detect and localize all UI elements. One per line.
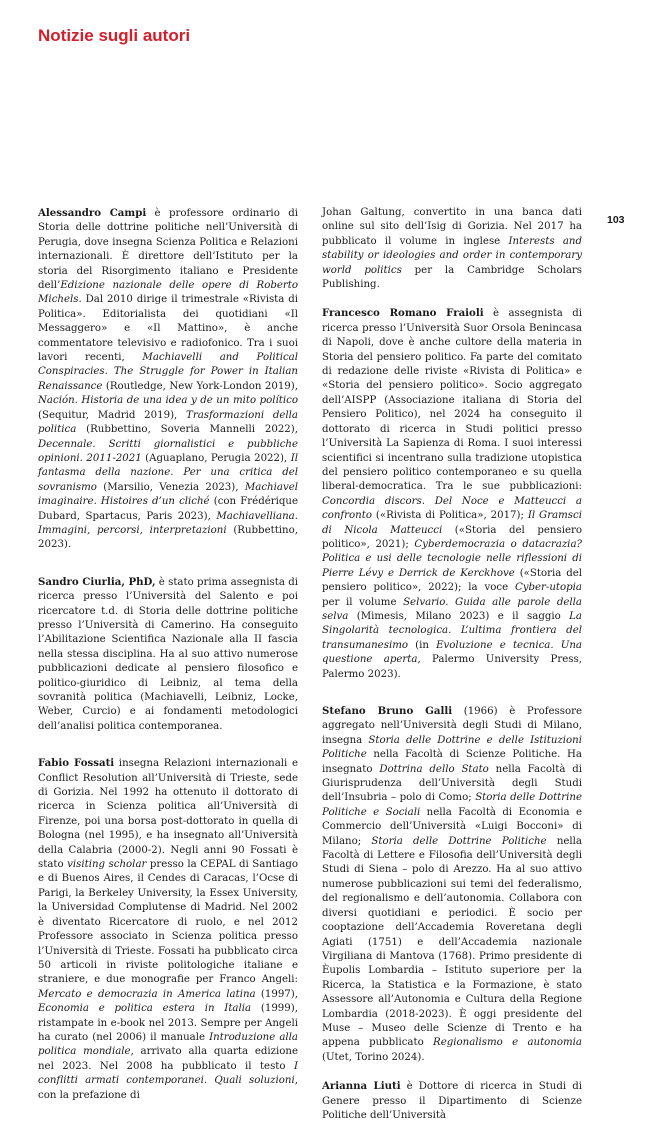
bio-text [322,308,582,679]
bio-text [322,207,582,290]
left-column [38,206,298,1117]
bio-segment: nella Facoltà di Scienze Politiche. Ha insegnato [322,749,582,775]
bio-segment: (Sequitur, Madrid 2019), [38,409,187,421]
italic-title: Cyber-utopia [514,582,582,594]
bio-segment: (1997), [255,988,298,1000]
bio-segment: , con la prefazione di [38,1075,298,1101]
bio-segment: («Storia del pensiero politico», 2021); [322,524,582,550]
bio-text [38,577,298,732]
bio-segment: nella Facoltà di Lettere e Filosofia dell’Università degli Studi di Siena – polo di Arezzo. Ha al suo attivo numerose pubblicazioni sui temi del federalismo, del regionalismo e dell’autonomia. Collabora con diversi quotidiani e periodici. È socio per cooptazione dell’Accademia Roveretana degli Agiati (1751) e dell’Accademia nazionale Virgiliana di Mantova (1768). Primo presidente di Èupolis Lombardia – Istituto superiore per la Ricerca, la Statistica e la Formazione, è stato Assessore all’Autonomia e Cultura della Regione Lombardia (2018-2023). È oggi presidente del Muse – Museo delle Scienze di Trento e ha appena pubblicato [322,835,582,1049]
bio-segment: («Rivista di Politica», 2017); [371,510,528,522]
italic-title: Storia delle Dottrine Politiche [371,835,547,847]
author-name: Alessandro Campi [38,207,147,219]
italic-title: Trasformazioni della politica [38,409,298,436]
italic-title: Storia delle Dottrine Politiche e Sociali [322,792,582,818]
bio-sandro-ciurlia [38,575,298,734]
bio-text [38,758,298,1100]
italic-title: Il Gramsci di Nicola Matteucci [322,510,582,536]
italic-title: Machiavelli and Political Conspiracies. The Struggle for Power in Italian Renaissance [38,352,298,392]
italic-title: Cyberdemocrazia o datacrazia? Politica e usi delle tecnologie nelle riflessioni di Pierre Lévy e Derrick de Kerckhove [322,538,582,579]
bio-segment: è professore ordinario di Storia delle dottrine politiche nell’Università di Perugia, dove insegna Scienza Politica e Relazioni internazionali. È direttore dell’Istituto per la storia del Risorgimento italiano e Presidente dell’ [38,208,298,292]
italic-title: Concordia discors. Del Noce e Matteucci a confronto [322,495,582,522]
bio-fabio-fossati [38,756,298,1103]
page-title: Notizie sugli autori [38,26,191,45]
bio-stefano-bruno-galli [322,704,582,1065]
bio-segment: (Rubbettino, 2023). [38,524,298,551]
bio-segment: (Aguaplano, Perugia 2022), [141,452,291,464]
bio-segment: (in [408,639,437,651]
right-column [322,206,582,1137]
italic-title: Edizione nazionale delle opere di Roberto Michels [38,280,298,306]
bio-segment: è assegnista di ricerca presso l’Università Suor Orsola Benincasa di Napoli, dove è anche cultore della materia in Storia del pensiero politico. Fa parte del comitato di redazione delle riviste «Rivista di Politica» e «Storia del pensiero politico». Socio aggregato dell’AISPP (Associazione italiana di Storia del Pensiero Politico), nel 2024 ha conseguito il dottorato di ricerca in Studi politici presso l’Università La Sapienza di Roma. I suoi interessi scientifici si incentrano sulla tradizione utopistica del pensiero politico contemporaneo e su quella liberal-democratica. Tra le sue pubblicazioni: [322,308,582,493]
italic-title: Evoluzione e tecnica. Una questione aperta [322,639,582,666]
bio-segment: nella Facoltà di Economia e Commercio dell’Università «Luigi Bocconi» di Milano; [322,806,582,847]
italic-title: Introduzione alla politica mondiale [38,1031,298,1058]
italic-title: I conflitti armati contemporanei. Quali soluzioni [38,1060,298,1087]
italic-title: La Singolarità tecnologica. L’ultima frontiera del transumanesimo [322,610,582,651]
bio-segment: è stato prima assegnista di ricerca presso l’Università del Salento e poi ricercatore t.d. di Storia delle dottrine politiche presso l’Università di Camerino. Ha conseguito l’Abilitazione Scientifica Nazionale alla II fascia nella stessa disciplina. Ha al suo attivo numerose pubblicazioni dedicate al pensiero filosofico e politico-giuridico di Leibniz, al tema della sovranità politica (Machiavelli, Leibniz, Locke, Weber, Curcio) e ai fondamenti metodologici dell’analisi politica contemporanea. [38,576,298,732]
bio-segment: , Palermo University Press, Palermo 2023). [322,654,582,680]
bio-fabio-fossati-continued [322,206,582,292]
italic-title: Economia e politica estera in Italia [38,1003,252,1015]
bio-segment: , arrivato alla quarta edizione nel 2023. Nel 2008 ha pubblicato il testo [38,1046,298,1072]
bio-segment: (Mimesis, Milano 2023) e il saggio [348,610,570,622]
italic-title: Mercato e democrazia in America latina [38,988,256,1000]
bio-segment: (1999), ristampate in e-book nel 2013. Sempre per Angeli ha curato (nel 2006) il manuale [38,1003,298,1043]
bio-segment: presso la CEPAL di Santiago e di Buenos Aires, il Cendes di Caracas, l’Ocse di Parigi, la Berkeley University, la Essex University, la Universidad Complutense di Madrid. Nel 2002 è diventato Ricercatore di ruolo, e nel 2012 Professore associato in Scienza politica presso l’Università di Trieste. Fossati ha pubblicato circa 50 articoli in riviste politologiche italiane e straniere, e due monografie per Franco Angeli: [38,859,298,986]
italic-title: Storia delle Dottrine e delle Istituzioni Politiche [322,734,582,761]
page-number: 103 [607,214,625,226]
bio-segment: insegna Relazioni internazionali e Conflict Resolution all’Università di Trieste, sede di Gorizia. Nel 1992 ha ottenuto il dottorato di ricerca in Scienza politica all’Università di Firenze, poi una borsa post-dottorato in quella di Bologna (nel 1995), e ha insegnato all’Università della Calabria (2000-2). Negli anni 90 Fossati è stato [38,758,299,871]
italic-title: Interests and stability or ideologies and order in contemporary world politics [322,235,582,276]
bio-arianna-liuti [322,1079,582,1123]
italic-title: Regionalismo e autonomia [433,1037,582,1049]
bio-segment: . Dal 2010 dirige il trimestrale «Rivista di Politica». Editorialista dei quotidiani «Il Messaggero» e «Il Mattino», è anche commentatore televisivo e radiofonico. Tra i suoi lavori recenti, [38,294,298,364]
bio-alessandro-campi [38,206,298,553]
bio-segment: è Dottore di ricerca in Studi di Genere presso il Dipartimento di Scienze Politiche dell’Università [322,1081,582,1121]
bio-segment: nella Facoltà di Giurisprudenza dell’Università degli Studi dell’Insubria – polo di Como; [322,763,583,804]
bio-segment: («Storia del pensiero politico», 2022); la voce [322,567,582,594]
bio-segment: (1966) è Professore aggregato nell’Università degli Studi di Milano, insegna [322,706,583,746]
author-name: Stefano Bruno Galli [322,705,453,717]
bio-segment: (Utet, Torino 2024). [322,1051,425,1063]
italic-title: Il fantasma della nazione. Per una critica del sovranismo [38,452,299,493]
italic-title: visiting scholar [67,859,147,871]
italic-title: Dottrina dello Stato [379,763,489,775]
bio-segment: (Routledge, New York-London 2019), [102,380,298,392]
bio-segment: per la Cambridge Scholars Publishing. [322,264,583,291]
bio-segment: (Marsilio, Venezia 2023), [96,481,245,493]
author-name: Fabio Fossati [38,757,115,770]
bio-text [322,706,582,1063]
italic-title: Selvario. Guida alle parole della selva [322,596,582,622]
bio-segment: Johan Galtung, convertito in una banca dati online sul sito dell’Isig di Gorizia. Nel 2017 ha pubblicato il volume in inglese [322,207,582,247]
bio-segment: per il volume [322,596,404,608]
author-name: Arianna Liuti [322,1080,401,1093]
author-name: Francesco Romano Fraioli [322,307,484,320]
italic-title: Nación. Historia de una idea y de un mito político [38,395,298,407]
bio-francesco-romano-fraioli [322,306,582,682]
italic-title: Machiavel imaginaire. Histoires d’un cliché [38,481,298,508]
italic-title: Machiavelliana. Immagini, percorsi, interpretazioni [38,510,298,536]
bio-segment: (con Frédérique Dubard, Spartacus, Paris 2023), [38,496,298,522]
bio-segment: (Rubbettino, Soveria Mannelli 2022), [76,424,298,436]
bio-text [38,208,298,550]
author-name: Sandro Ciurlia, PhD, [38,575,156,588]
italic-title: Decennale. Scritti giornalistici e pubbliche opinioni. 2011-2021 [38,438,298,464]
